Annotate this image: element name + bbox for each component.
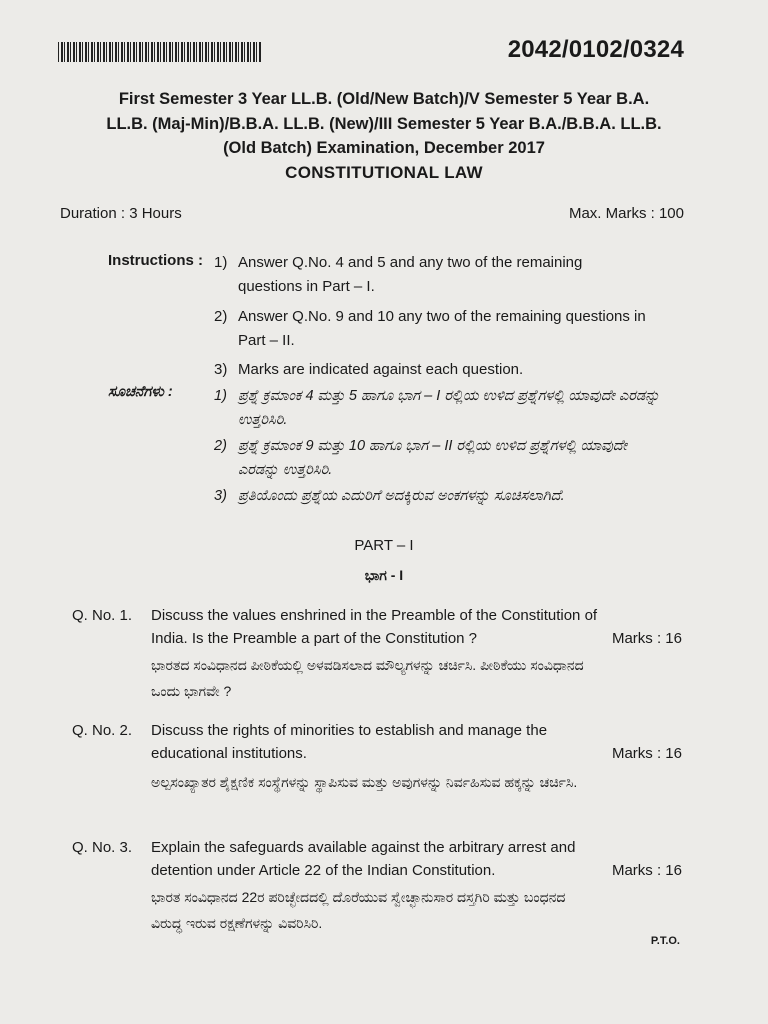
kannada-instruction-text: ಪ್ರಶ್ನೆ ಕ್ರಮಾಂಕ 4 ಮತ್ತು 5 ಹಾಗೂ ಭಾಗ – I ರಲ್ಲಿಯ ಉಳಿದ ಪ್ರಶ್ನೆಗಳಲ್ಲಿ ಯಾವುದೇ ಎರಡನ್ನು ಉತ್ತರಿಸಿರಿ. (238, 388, 660, 428)
instruction-text: Answer Q.No. 9 and 10 any two of the remaining questions in Part – II. (238, 308, 646, 349)
instruction-text: Marks are indicated against each question. (238, 361, 524, 378)
instruction-item (214, 251, 650, 299)
instruction-number: 2) (214, 308, 228, 325)
paper-code: 2042/0102/0324 (507, 36, 684, 63)
exam-header (40, 87, 728, 185)
kannada-instruction-number: 3) (214, 488, 227, 504)
question-number: Q. No. 2. (72, 722, 133, 739)
subject-title: CONSTITUTIONAL LAW (285, 162, 483, 182)
question-text: Discuss the rights of minorities to establish and manage the educational institutions. (151, 722, 548, 762)
kannada-instruction-text: ಪ್ರಶ್ನೆ ಕ್ರಮಾಂಕ 9 ಮತ್ತು 10 ಹಾಗೂ ಭಾಗ – II ರಲ್ಲಿಯ ಉಳಿದ ಪ್ರಶ್ನೆಗಳಲ್ಲಿ ಯಾವುದೇ ಎರಡನ್ನು ಉತ್ತರಿಸಿರಿ. (238, 438, 628, 478)
question-marks: Marks : 16 (611, 862, 682, 879)
header-line-2: LL.B. (Maj-Min)/B.B.A. LL.B. (New)/III Semester 5 Year B.A./B.B.A. LL.B. (106, 114, 662, 133)
instruction-item (214, 358, 650, 382)
barcode (58, 42, 262, 62)
pto-note: P.T.O. (650, 935, 680, 947)
kannada-instruction-number: 1) (214, 388, 227, 404)
question-marks: Marks : 16 (611, 630, 682, 647)
kannada-instruction-item (214, 484, 664, 508)
question-text-kannada: ಭಾರತದ ಸಂವಿಧಾನದ ಪೀಠಿಕೆಯಲ್ಲಿ ಅಳವಡಿಸಲಾದ ಮೌಲ್ಯಗಳನ್ನು ಚರ್ಚಿಸಿ. ಪೀಠಿಕೆಯು ಸಂವಿಧಾನದ ಒಂದು ಭಾಗವೇ ? (151, 657, 584, 699)
part-title-kannada: ಭಾಗ - I (364, 567, 404, 583)
question-marks: Marks : 16 (611, 745, 682, 762)
question-text-kannada: ಅಲ್ಪಸಂಖ್ಯಾತರ ಶೈಕ್ಷಣಿಕ ಸಂಸ್ಥೆಗಳನ್ನು ಸ್ಥಾಪಿಸುವ ಮತ್ತು ಅವುಗಳನ್ನು ನಿರ್ವಹಿಸುವ ಹಕ್ಕನ್ನು ಚರ್ಚಿಸಿ. (151, 774, 578, 790)
question-number: Q. No. 3. (72, 839, 133, 856)
kannada-instruction-item (214, 434, 664, 482)
header-line-3: (Old Batch) Examination, December 2017 (223, 139, 545, 157)
instructions-label: Instructions : (108, 252, 204, 269)
instruction-number: 1) (214, 254, 228, 271)
instruction-number: 3) (214, 361, 228, 378)
duration: Duration : 3 Hours (60, 205, 182, 222)
kannada-instruction-text: ಪ್ರತಿಯೊಂದು ಪ್ರಶ್ನೆಯ ಎದುರಿಗೆ ಅದಕ್ಕಿರುವ ಅಂಕಗಳನ್ನು ಸೂಚಿಸಲಾಗಿದೆ. (238, 488, 565, 504)
question-text: Discuss the values enshrined in the Preamble of the Constitution of India. Is the Preamble a part of the Constitution ? (151, 607, 598, 647)
kannada-instructions-label: ಸೂಚನೆಗಳು : (108, 384, 173, 400)
kannada-instruction-item (214, 384, 664, 432)
instruction-item (214, 305, 650, 353)
instruction-text: Answer Q.No. 4 and 5 and any two of the remaining questions in Part – I. (238, 254, 583, 295)
question-text: Explain the safeguards available against the arbitrary arrest and detention under Article 22 of the Indian Constitution. (151, 839, 576, 879)
part-title: PART – I (354, 537, 414, 554)
kannada-instruction-number: 2) (214, 438, 227, 454)
question-number: Q. No. 1. (72, 607, 133, 624)
question-text-kannada: ಭಾರತ ಸಂವಿಧಾನದ 22ರ ಪರಿಚ್ಛೇದದಲ್ಲಿ ದೊರೆಯುವ ಸ್ವೇಚ್ಛಾನುಸಾರ ದಸ್ತಗಿರಿ ಮತ್ತು ಬಂಧನದ ವಿರುದ್ಧ ಇರುವ ರಕ್ಷಣೆಗಳನ್ನು ವಿವರಿಸಿರಿ. (151, 889, 566, 931)
max-marks: Max. Marks : 100 (568, 205, 684, 222)
exam-meta (60, 205, 684, 222)
header-line-1: First Semester 3 Year LL.B. (Old/New Batch)/V Semester 5 Year B.A. (118, 90, 650, 108)
